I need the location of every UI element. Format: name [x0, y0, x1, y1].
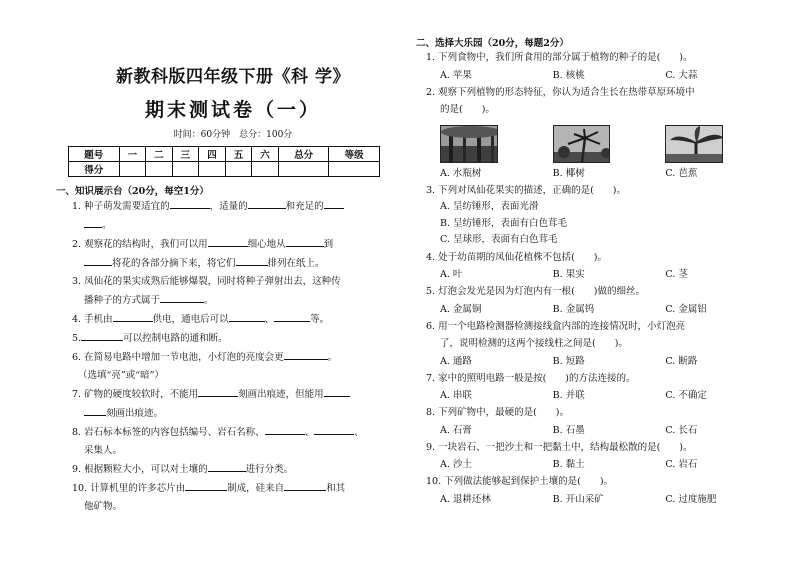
- question-text: 9. 根据颗粒大小，可以对土壤的: [72, 464, 208, 475]
- option-a[interactable]: A. 金属铜: [440, 303, 482, 315]
- score-table: [68, 146, 380, 177]
- choice-options-8: [440, 422, 778, 439]
- answer-blank[interactable]: [198, 385, 238, 397]
- score-cell[interactable]: [199, 162, 226, 177]
- choice-options-10: [440, 491, 778, 508]
- score-table-header: [69, 147, 380, 162]
- question-text: 、: [304, 427, 315, 438]
- choice-options-3: [440, 199, 778, 249]
- right-column: [418, 35, 778, 508]
- choice-question-6: 6. 用一个电路检测器检测接线盒内部的连接情况时，小灯泡亮: [426, 320, 686, 332]
- question-7: [72, 385, 388, 404]
- question-2: [72, 235, 388, 254]
- option-a[interactable]: A. 沙土: [440, 459, 472, 470]
- question-text: 进行分类。: [245, 464, 294, 475]
- option-b[interactable]: B. 核桃: [552, 69, 585, 81]
- question-text: 可以控制电路的通和断。: [123, 333, 228, 344]
- answer-blank[interactable]: [170, 197, 210, 209]
- choice-options-9: [440, 456, 778, 473]
- option-c[interactable]: C. 长石: [665, 424, 698, 436]
- question-hint: （选填“亮”或“暗”）: [78, 370, 164, 381]
- option-b[interactable]: B. 并联: [552, 390, 585, 401]
- answer-blank[interactable]: [324, 385, 350, 397]
- question-text: 等。: [310, 314, 330, 325]
- answer-blank[interactable]: [84, 216, 102, 228]
- question-text: 、: [264, 314, 275, 325]
- answer-blank[interactable]: [229, 310, 265, 322]
- choice-options-7: [440, 387, 778, 404]
- option-b[interactable]: B. 果实: [552, 269, 585, 280]
- choice-options-5: [440, 301, 778, 318]
- score-header-cell: 五: [225, 147, 252, 162]
- answer-blank[interactable]: [208, 460, 246, 472]
- option-c[interactable]: C. 大蒜: [665, 69, 698, 81]
- question-text: 排列在纸上。: [267, 258, 325, 269]
- answer-blank[interactable]: [84, 254, 112, 266]
- score-header-cell: 三: [172, 147, 199, 162]
- question-text: 将花的各部分摘下来，将它们: [112, 258, 236, 269]
- score-cell[interactable]: [119, 162, 146, 177]
- answer-blank[interactable]: [324, 197, 344, 209]
- option-c[interactable]: C. 金属铝: [665, 303, 707, 315]
- score-row-label: 得分: [69, 162, 120, 177]
- question-6-cont: [78, 367, 388, 385]
- option-c[interactable]: C. 岩石: [665, 459, 698, 470]
- answer-blank[interactable]: [185, 479, 227, 491]
- question-text: 。: [102, 220, 112, 231]
- answer-blank[interactable]: [274, 310, 310, 322]
- option-a[interactable]: A. 通路: [440, 355, 472, 367]
- question-text: 3. 凤仙花的果实成熟后能够爆裂，同时将种子弹射出去，这种传: [72, 276, 341, 287]
- answer-blank[interactable]: [248, 197, 286, 209]
- question-text: 制成，硅来自: [227, 483, 285, 494]
- option-a[interactable]: A. 水瓶树: [440, 167, 482, 179]
- score-cell[interactable]: [146, 162, 173, 177]
- answer-blank[interactable]: [314, 423, 354, 435]
- choice-options-2: [440, 165, 778, 182]
- question-text: 和充足的: [285, 201, 324, 212]
- exam-title: 期末测试卷（一）: [144, 99, 321, 121]
- answer-blank[interactable]: [284, 479, 326, 491]
- score-header-cell: 总分: [278, 147, 329, 162]
- question-text: 2. 观察花的结构时，我们可以用: [72, 239, 208, 250]
- question-2-cont: [84, 254, 388, 273]
- question-text: 。: [327, 352, 338, 363]
- choice-question-3: 3. 下列对凤仙花果实的描述，正确的是( )。: [426, 184, 626, 196]
- question-text: 7. 矿物的硬度较软时，不能用: [72, 389, 199, 400]
- choice-question-4: 4. 处于幼苗期的凤仙花植株不包括( )。: [426, 251, 607, 263]
- question-text: 细心地从: [247, 239, 286, 250]
- answer-blank[interactable]: [113, 310, 153, 322]
- question-text: 8. 岩石标本标签的内容包括编号、岩石名称、: [72, 427, 265, 438]
- answer-blank[interactable]: [236, 254, 268, 266]
- score-cell[interactable]: [252, 162, 279, 177]
- score-cell[interactable]: [172, 162, 199, 177]
- question-1-cont: [84, 216, 388, 235]
- question-text: 5.: [72, 333, 82, 344]
- option-b[interactable]: B. 金属钨: [552, 303, 595, 315]
- choice-options-4: [440, 266, 778, 283]
- question-text: 供电，通电后可以: [152, 314, 229, 325]
- score-cell[interactable]: [329, 162, 380, 177]
- question-text: 采集人。: [84, 445, 123, 456]
- option-b[interactable]: B. 短路: [552, 355, 585, 367]
- choice-question-7: 7. 家中的照明电路一般是按( )的方法连接的。: [426, 372, 636, 384]
- question-6: [72, 348, 388, 367]
- option-a[interactable]: A. 退耕还林: [440, 493, 491, 505]
- choice-options-1: [440, 67, 778, 84]
- option-a[interactable]: A. 串联: [440, 390, 472, 401]
- question-text: ，适量的: [209, 201, 248, 212]
- answer-blank[interactable]: [81, 329, 123, 341]
- question-text: 刻画出痕迹，但能用: [238, 389, 324, 400]
- question-9: [72, 460, 388, 479]
- option-b[interactable]: B. 石墨: [552, 424, 585, 436]
- score-header-cell: 等级: [329, 147, 380, 162]
- question-text: 播种子的方式属于: [84, 295, 161, 306]
- banana-plant-image: [665, 125, 723, 163]
- answer-blank[interactable]: [84, 404, 106, 416]
- question-text: 他矿物。: [84, 501, 123, 512]
- choice-question-5: 5. 灯泡会发光是因为灯泡内有一根( )做的细丝。: [426, 286, 645, 297]
- choice-question-6-cont: 了，说明检测的这两个接线柱之间是( )。: [440, 338, 628, 349]
- question-text: 和其: [326, 483, 346, 494]
- left-column: [58, 62, 388, 516]
- choice-question-1: 1. 下列食物中，我们所食用的部分属于植物的种子的是( )。: [426, 52, 693, 63]
- question-text: 到: [323, 239, 334, 250]
- score-cell[interactable]: [225, 162, 252, 177]
- exam-series-title: 新教科版四年级下册《科 学》: [116, 67, 350, 87]
- choice-options-6: [440, 353, 778, 370]
- option-a[interactable]: A. 苹果: [440, 69, 472, 81]
- choice-question-10: 10. 下列做法能够起到保护土壤的是( )。: [426, 476, 614, 487]
- question-1: [72, 197, 388, 216]
- option-a[interactable]: A. 叶: [440, 269, 463, 280]
- option-c[interactable]: C. 过度施肥: [665, 493, 717, 505]
- score-header-cell: 二: [146, 147, 173, 162]
- option-b[interactable]: B. 椰树: [552, 167, 585, 179]
- question-text: 、: [354, 427, 364, 438]
- option-c[interactable]: C. 不确定: [665, 390, 707, 401]
- option-c[interactable]: C. 断路: [665, 355, 698, 367]
- choice-question-9: 9. 一块岩石、一把沙土和一把黏土中，结构最松散的是( )。: [426, 441, 693, 453]
- score-table-row: [69, 162, 380, 177]
- score-header-cell: 一: [119, 147, 146, 162]
- answer-blank[interactable]: [286, 235, 324, 247]
- score-header-cell: 六: [252, 147, 279, 162]
- section-2-heading: 二、选择大乐园（20分，每题2分）: [416, 38, 569, 49]
- option-a[interactable]: A. 呈纺锤形，表面光滑: [440, 201, 539, 212]
- question-3: [72, 273, 388, 291]
- question-7-cont: [84, 404, 388, 423]
- choice-question-2-cont: 的是( )。: [440, 104, 495, 115]
- coconut-tree-image: [553, 125, 611, 163]
- choice-question-8: 8. 下列矿物中，最硬的是( )。: [426, 407, 569, 418]
- question-5: [72, 329, 388, 348]
- question-8-cont: [84, 442, 388, 460]
- question-8: [72, 423, 388, 442]
- question-4: [72, 310, 388, 329]
- question-text: 。: [204, 295, 214, 306]
- question-text: 6. 在简易电路中增加一节电池，小灯泡的亮度会更: [72, 352, 284, 363]
- question-text: 1. 种子萌发需要适宜的: [72, 201, 170, 212]
- answer-blank[interactable]: [160, 291, 204, 303]
- question-text: 10. 计算机里的许多芯片由: [72, 483, 186, 494]
- option-b[interactable]: B. 黏土: [552, 459, 585, 470]
- option-a[interactable]: A. 石膏: [440, 424, 472, 436]
- score-cell[interactable]: [278, 162, 329, 177]
- option-c[interactable]: C. 呈球形，表面有白色茸毛: [440, 234, 558, 245]
- score-header-cell: 题号: [69, 147, 120, 162]
- plant-images: [440, 125, 778, 163]
- question-text: 4. 手机由: [72, 314, 113, 325]
- score-header-cell: 四: [199, 147, 226, 162]
- answer-blank[interactable]: [208, 235, 248, 247]
- option-c[interactable]: C. 茎: [665, 269, 688, 280]
- question-3-cont: [84, 291, 388, 310]
- choice-question-2: 2. 观察下列植物的形态特征，你认为适合生长在热带草原环境中: [426, 86, 695, 98]
- answer-blank[interactable]: [284, 348, 328, 360]
- option-b[interactable]: B. 呈纺锤形，表面有白色茸毛: [440, 217, 568, 229]
- answer-blank[interactable]: [265, 423, 305, 435]
- option-c[interactable]: C. 芭蕉: [665, 167, 698, 179]
- section-1-heading: 一、知识展示台（20分，每空1分）: [56, 186, 209, 197]
- question-10-cont: [84, 498, 388, 516]
- question-10: [72, 479, 388, 498]
- question-text: 刻画出痕迹。: [106, 408, 164, 419]
- bottle-tree-image: [440, 125, 498, 163]
- exam-info: 时间：60分钟 总分：100分: [173, 130, 293, 140]
- option-b[interactable]: B. 开山采矿: [552, 493, 604, 505]
